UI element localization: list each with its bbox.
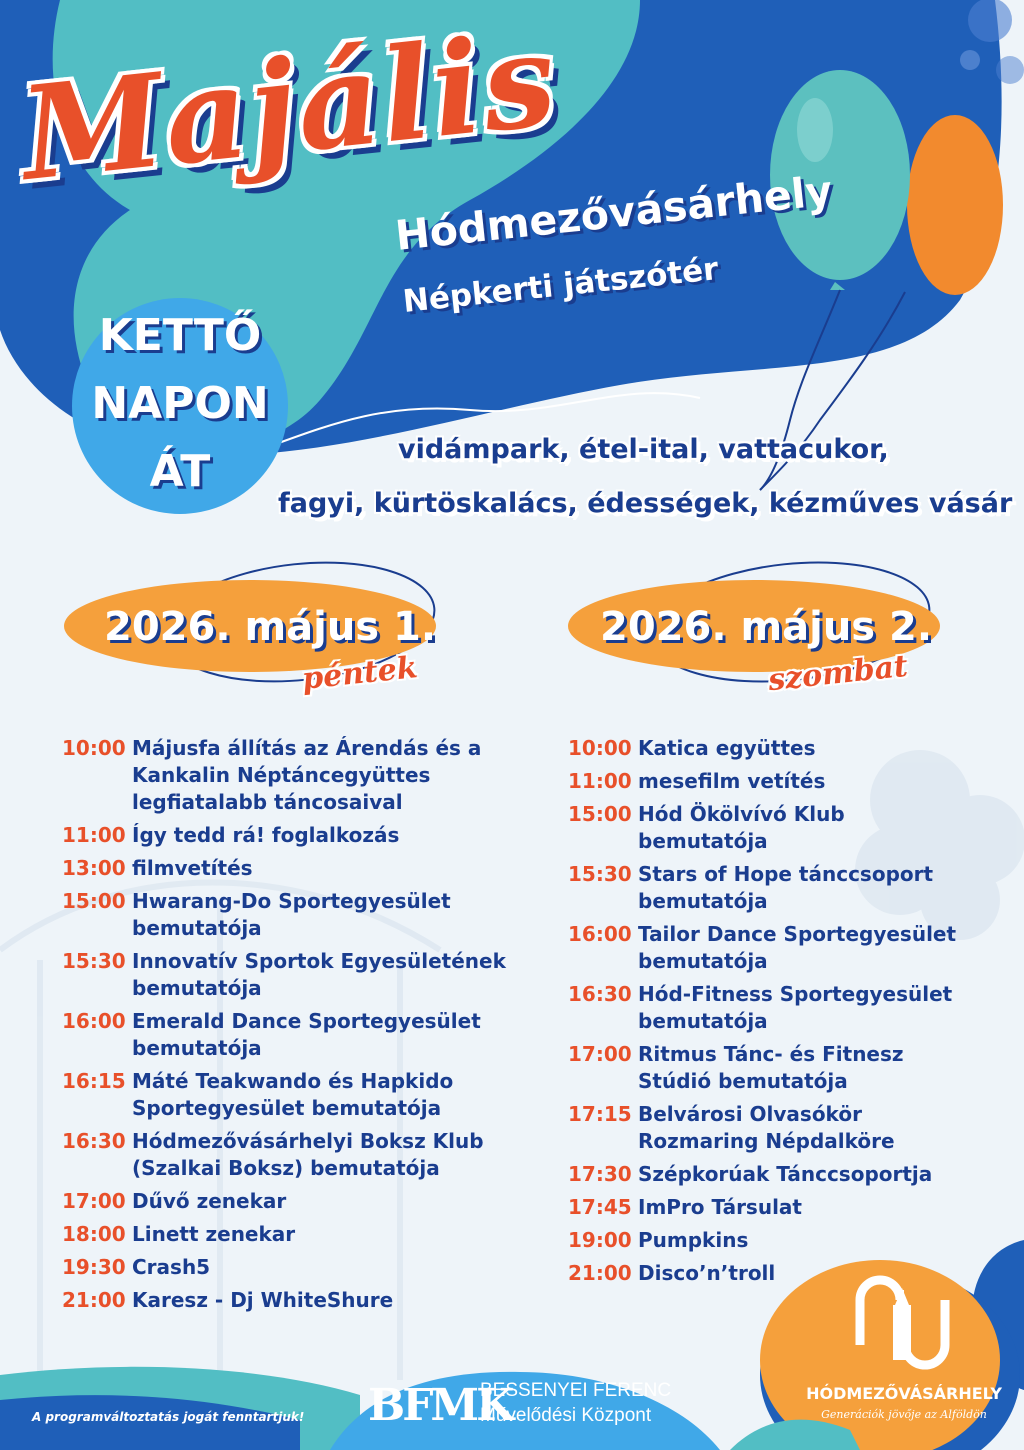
schedule-row <box>62 1068 522 1122</box>
schedule-row <box>62 948 522 1002</box>
event-time: 21:00 <box>568 1261 632 1285</box>
event-description: Hwarang-Do Sportegyesület bemutatója <box>132 889 451 940</box>
event-time: 16:00 <box>62 1009 126 1033</box>
event-description: Crash5 <box>132 1255 211 1279</box>
duration-badge <box>72 298 288 514</box>
schedule-row <box>568 801 978 855</box>
event-time: 15:00 <box>62 889 126 913</box>
badge-line: KETTŐ <box>98 310 262 361</box>
event-description: Így tedd rá! foglalkozás <box>132 823 400 847</box>
offerings-line-2: fagyi, kürtöskalács, édességek, kézműves vásár <box>278 488 1013 519</box>
event-description: Ritmus Tánc- és Fitnesz Stúdió bemutatója <box>638 1042 904 1093</box>
event-time: 13:00 <box>62 856 126 880</box>
schedule-row <box>62 822 522 849</box>
badge-line: ÁT <box>149 446 211 497</box>
schedule-row <box>62 1128 522 1182</box>
event-description: Linett zenekar <box>132 1222 296 1246</box>
schedule-row <box>568 1260 978 1287</box>
bfmk-name: BESSENYEI FERENC <box>480 1380 672 1401</box>
event-description: Innovatív Sportok Egyesületének bemutatója <box>132 949 506 1000</box>
event-title: Majális <box>14 4 565 210</box>
schedule-row <box>62 1188 522 1215</box>
event-description: Dűvő zenekar <box>132 1189 287 1213</box>
event-description: filmvetítés <box>132 856 253 880</box>
event-time: 17:45 <box>568 1195 632 1219</box>
offerings-line-1: vidámpark, étel-ital, vattacukor, <box>398 434 889 465</box>
event-time: 16:15 <box>62 1069 126 1093</box>
date-day2: 2026. május 2. <box>600 604 933 650</box>
event-time: 16:00 <box>568 922 632 946</box>
event-time: 15:30 <box>568 862 632 886</box>
event-time: 17:15 <box>568 1102 632 1126</box>
event-time: 17:30 <box>568 1162 632 1186</box>
city-logo-text: HÓDMEZŐVÁSÁRHELY <box>806 1384 1002 1403</box>
venue-name: Népkerti játszótér <box>401 251 721 320</box>
event-description: Hód Ökölvívó Klub bemutatója <box>638 802 845 853</box>
schedule-row <box>568 1227 978 1254</box>
event-description: Pumpkins <box>638 1228 749 1252</box>
schedule-row <box>62 1008 522 1062</box>
event-description: Májusfa állítás az Árendás és a Kankalin Néptáncegyüttes legfiatalabb táncosaival <box>132 736 482 814</box>
event-time: 21:00 <box>62 1288 126 1312</box>
schedule-row <box>568 768 978 795</box>
schedule-row <box>62 735 522 816</box>
event-description: Emerald Dance Sportegyesület bemutatója <box>132 1009 481 1060</box>
event-time: 19:30 <box>62 1255 126 1279</box>
event-time: 15:30 <box>62 949 126 973</box>
event-time: 18:00 <box>62 1222 126 1246</box>
footer-note: A programváltoztatás jogát fenntartjuk! <box>32 1410 305 1424</box>
schedule-row <box>62 1221 522 1248</box>
event-description: Hód-Fitness Sportegyesület bemutatója <box>638 982 953 1033</box>
event-time: 11:00 <box>568 769 632 793</box>
event-description: Tailor Dance Sportegyesület bemutatója <box>638 922 957 973</box>
event-time: 10:00 <box>568 736 632 760</box>
event-time: 19:00 <box>568 1228 632 1252</box>
event-description: ImPro Társulat <box>638 1195 802 1219</box>
schedule-row <box>62 855 522 882</box>
schedule-row <box>568 861 978 915</box>
city-name: Hódmezővásárhely <box>392 166 835 260</box>
weekday-day2: szombat <box>766 648 910 699</box>
city-logo-slogan: Generációk jövője az Alföldön <box>821 1408 987 1421</box>
bfmk-subtitle: Művelődési Központ <box>480 1405 652 1426</box>
schedule-day2 <box>568 735 978 1293</box>
badge-line: NAPON <box>91 378 269 429</box>
event-time: 16:30 <box>62 1129 126 1153</box>
date-day1: 2026. május 1. <box>104 604 437 650</box>
event-description: Disco’n’troll <box>638 1261 776 1285</box>
weekday-day1: péntek <box>300 650 420 697</box>
bfmk-logo: BFMK <box>368 1380 512 1431</box>
event-time: 15:00 <box>568 802 632 826</box>
event-time: 17:00 <box>62 1189 126 1213</box>
event-time: 11:00 <box>62 823 126 847</box>
schedule-row <box>568 981 978 1035</box>
event-description: Hódmezővásárhelyi Boksz Klub (Szalkai Boksz) bemutatója <box>132 1129 484 1180</box>
event-time: 16:30 <box>568 982 632 1006</box>
event-description: Máté Teakwando és Hapkido Sportegyesület bemutatója <box>132 1069 454 1120</box>
event-description: Karesz - Dj WhiteShure <box>132 1288 394 1312</box>
schedule-row <box>568 921 978 975</box>
schedule-row <box>568 735 978 762</box>
event-description: Belvárosi Olvasókör Rozmaring Népdalköre <box>638 1102 895 1153</box>
schedule-row <box>568 1041 978 1095</box>
schedule-day1 <box>62 735 522 1320</box>
schedule-row <box>568 1101 978 1155</box>
event-description: Stars of Hope tánccsoport bemutatója <box>638 862 934 913</box>
schedule-row <box>62 888 522 942</box>
schedule-row <box>568 1161 978 1188</box>
event-description: mesefilm vetítés <box>638 769 826 793</box>
schedule-row <box>62 1254 522 1281</box>
event-description: Katica együttes <box>638 736 816 760</box>
schedule-row <box>568 1194 978 1221</box>
event-time: 17:00 <box>568 1042 632 1066</box>
event-time: 10:00 <box>62 736 126 760</box>
event-description: Szépkorúak Tánccsoportja <box>638 1162 933 1186</box>
schedule-row <box>62 1287 522 1314</box>
